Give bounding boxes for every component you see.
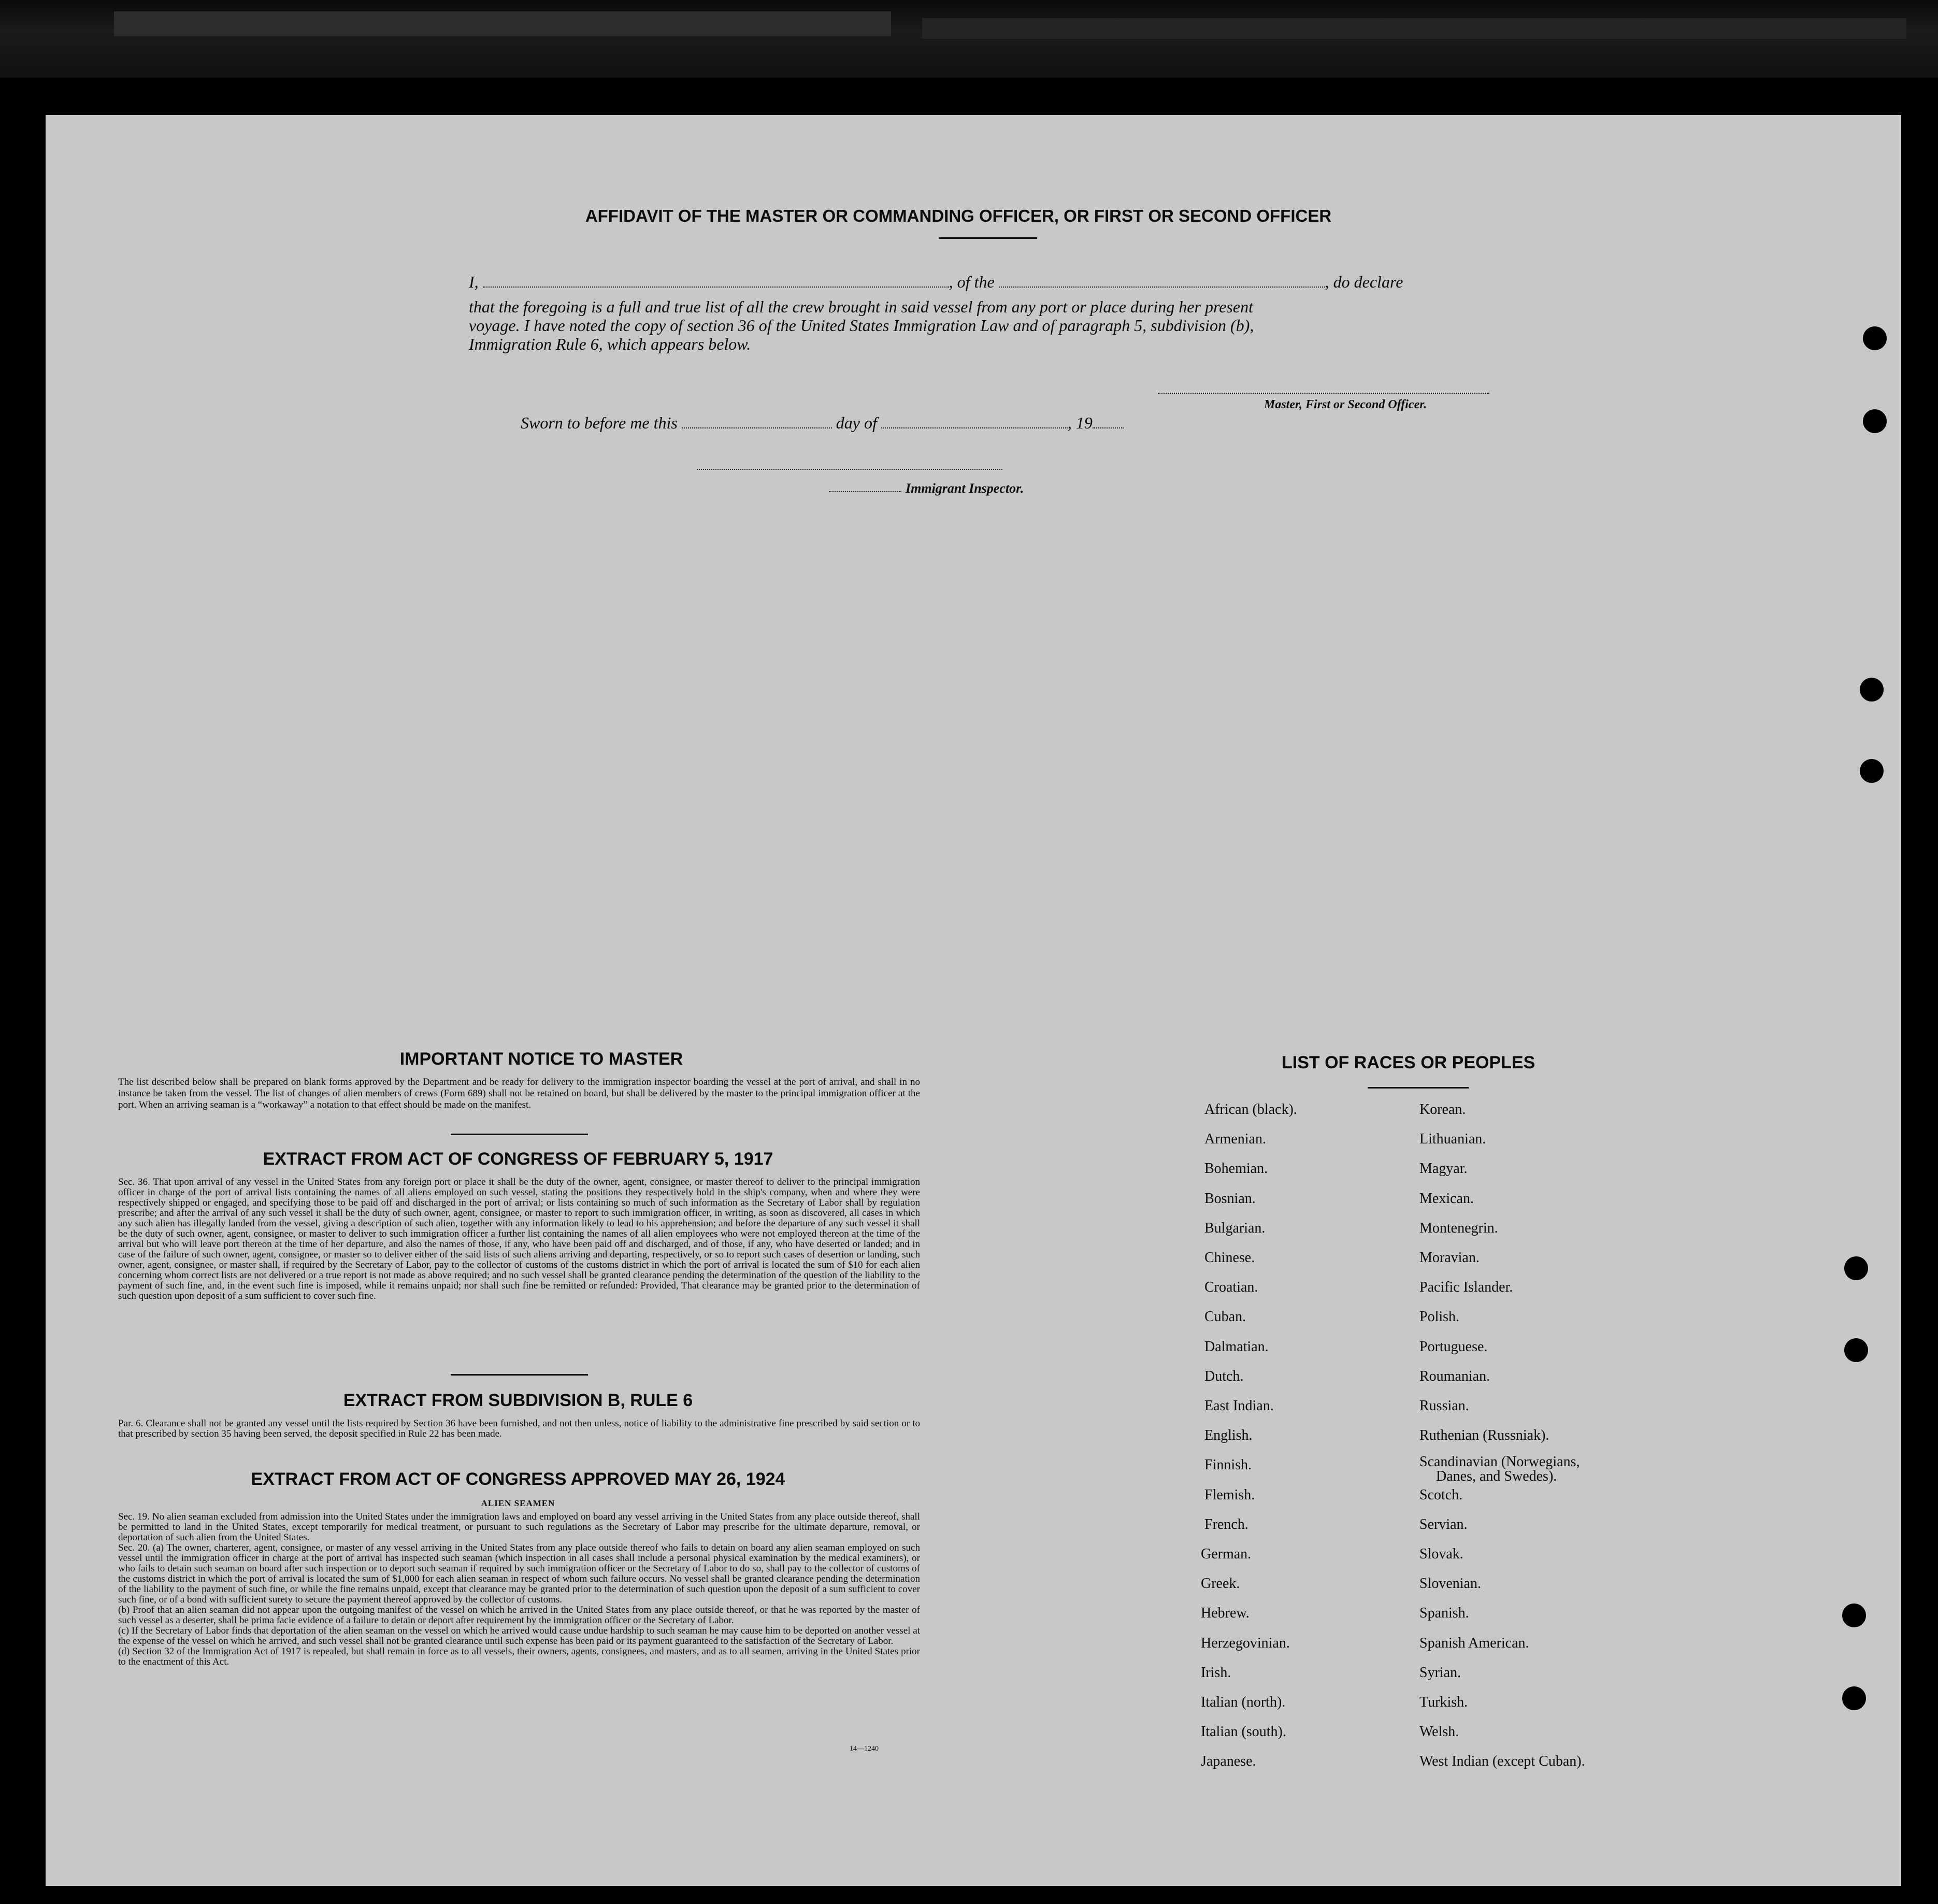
- notice-title: IMPORTANT NOTICE TO MASTER: [399, 1049, 683, 1069]
- race-item: Herzegovinian.: [1201, 1635, 1290, 1651]
- scan-artifact-strip: [114, 11, 891, 36]
- race-item: German.: [1201, 1546, 1252, 1562]
- extract-1917-title: EXTRACT FROM ACT OF CONGRESS OF FEBRUARY 5, 1917: [263, 1149, 773, 1169]
- master-signature-label: Master, First or Second Officer.: [1264, 398, 1427, 411]
- race-item-continuation: Danes, and Swedes).: [1436, 1468, 1557, 1485]
- race-item: Lithuanian.: [1419, 1131, 1486, 1148]
- race-item: Roumanian.: [1419, 1368, 1490, 1384]
- section-divider: [451, 1134, 588, 1135]
- race-item: Slovenian.: [1419, 1576, 1481, 1592]
- sec-19-text: Sec. 19. No alien seaman excluded from admission into the United States under the immigration laws and employed on board any vessel arriving in the United States from any place outside thereof, shall be permitted to land in the United States, except temporarily for medical treatment, or pursuant to such regulations as the Secretary of Labor may prescribe for the ultimate departure, removal, or deportation of such alien from the United States.: [118, 1511, 920, 1543]
- declarant-name-field[interactable]: [483, 287, 949, 288]
- sworn-line: [521, 413, 1124, 433]
- race-item: Bulgarian.: [1204, 1220, 1266, 1236]
- race-item: Turkish.: [1419, 1694, 1468, 1710]
- affidavit-line-1: [469, 273, 1403, 292]
- race-item: West Indian (except Cuban).: [1419, 1753, 1585, 1770]
- race-item: Polish.: [1419, 1309, 1460, 1325]
- race-item: Flemish.: [1204, 1486, 1255, 1503]
- race-item: Finnish.: [1204, 1457, 1252, 1473]
- race-item: Welsh.: [1419, 1724, 1459, 1740]
- sec-20c-text: (c) If the Secretary of Labor finds that deportation of the alien seaman on the vessel on which he arrived would cause undue hardship to such seaman he may cause him to be deported on another vessel at the expense of the vessel on which he arrived, and such vessel shall not be granted clearance until such expense has been paid or its payment guaranteed to the satisfaction of the Secretary of Labor.: [118, 1625, 920, 1647]
- race-item: Greek.: [1201, 1576, 1240, 1592]
- race-item: Syrian.: [1419, 1664, 1461, 1681]
- race-item: Irish.: [1201, 1664, 1231, 1681]
- punch-hole: [1842, 1604, 1866, 1627]
- punch-hole: [1842, 1686, 1866, 1710]
- race-item: Servian.: [1419, 1516, 1468, 1533]
- sec-20b-text: (b) Proof that an alien seaman did not appear upon the outgoing manifest of the vessel on which he arrived in the United States from any place outside thereof, or that he was reported by the master of such vessel as a deserter, shall be prima facie evidence of a failure to detain or deport after requirement by the immigration officer or the Secretary of Labor.: [118, 1605, 920, 1626]
- race-item: Spanish.: [1419, 1605, 1469, 1622]
- vessel-name-field[interactable]: [999, 287, 1325, 288]
- extract-1917-body: Sec. 36. That upon arrival of any vessel in the United States from any foreign port or place it shall be the duty of the owner, agent, consignee, or master thereof to deliver to the principal immigration officer in charge of the port of arrival lists containing the names of all aliens employed on such vessel, stating the positions they respectively hold in the ship's company, when and where they were respectively shipped or engaged, and specifying those to be paid off and discharged in the port of arrival; or lists containing so much of such information as the Secretary of Labor shall by regulation prescribe; and after the arrival of any such vessel it shall be the duty of such owner, agent, consignee, or master to report to such immigration officer, in writing, as soon as discovered, all cases in which any such alien has illegally landed from the vessel, giving a description of such alien, together with any information likely to lead to his apprehension; and before the departure of any such vessel it shall be the duty of such owner, agent, consignee, or master to deliver to such immigration officer a further list containing the names of all alien employees who were not employed thereon at the time of the arrival but who will leave port thereon at the time of her departure, and also the names of those, if any, who have been paid off and discharged, and of those, if any, who have deserted or landed; and in case of the failure of such owner, agent, consignee, or master so to deliver either of the said lists of such aliens arriving and departing, respectively, or so to report such cases of desertion or landing, such owner, agent, consignee, or master shall, if required by the Secretary of Labor, pay to the collector of customs of the customs district in which the port of arrival is located the sum of $10 for each alien concerning whom correct lists are not delivered or a true report is not made as above required; and no such vessel shall be granted clearance pending the determination of the question of the liability to the payment of such fine, and, in the event such fine is imposed, while it remains unpaid; nor shall such fine be remitted or refunded: Provided, That clearance may be granted prior to the determination of such question upon deposit of a sum sufficient to cover such fine.: [118, 1177, 920, 1301]
- punch-hole: [1844, 1256, 1868, 1280]
- notice-body: The list described below shall be prepared on blank forms approved by the Department and be ready for delivery to the immigration inspector boarding the vessel at the port of arrival, and shall in no instance be taken from the vessel. The list of changes of alien members of crews (Form 689) shall not be retained on board, but shall be delivered by the master to the principal immigration officer at the port. When an arriving seaman is a “workaway” a notation to that effect should be made on the manifest.: [118, 1077, 920, 1110]
- race-item: Japanese.: [1201, 1753, 1256, 1770]
- race-item: Bohemian.: [1204, 1161, 1268, 1177]
- race-item: Montenegrin.: [1419, 1220, 1498, 1236]
- race-item: Moravian.: [1419, 1250, 1480, 1266]
- scan-artifact-strip: [922, 18, 1906, 39]
- race-item: Pacific Islander.: [1419, 1279, 1513, 1296]
- race-item: Ruthenian (Russniak).: [1419, 1427, 1549, 1444]
- punch-hole: [1863, 326, 1887, 350]
- race-item: Spanish American.: [1419, 1635, 1529, 1651]
- race-item: Scandinavian (Norwegians,: [1419, 1454, 1580, 1470]
- affidavit-line-3: voyage. I have noted the copy of section 36 of the United States Immigration Law and of paragraph 5, subdivision (b),: [469, 316, 1254, 335]
- race-item: Armenian.: [1204, 1131, 1266, 1148]
- race-item: English.: [1204, 1427, 1253, 1444]
- race-item: Dalmatian.: [1204, 1338, 1269, 1355]
- form-number: 14—1240: [850, 1745, 879, 1753]
- races-title: LIST OF RACES OR PEOPLES: [1282, 1053, 1535, 1072]
- affidavit-line-2: that the foregoing is a full and true list of all the crew brought in said vessel from any port or place during her present: [469, 297, 1253, 316]
- master-signature-line[interactable]: [1158, 393, 1489, 394]
- extract-1924-title: EXTRACT FROM ACT OF CONGRESS APPROVED MAY 26, 1924: [251, 1469, 785, 1489]
- year-label: , 19: [1067, 413, 1093, 432]
- title-underline: [939, 237, 1037, 239]
- race-item: Mexican.: [1419, 1190, 1474, 1207]
- race-item: Slovak.: [1419, 1546, 1463, 1562]
- affidavit-line-4: Immigration Rule 6, which appears below.: [469, 335, 751, 353]
- race-item: Portuguese.: [1419, 1338, 1488, 1355]
- race-item: Russian.: [1419, 1398, 1469, 1414]
- sec-20d-text: (d) Section 32 of the Immigration Act of 1917 is repealed, but shall remain in force as to all vessels, their owners, agents, consignees, and masters, and as to all seamen, arriving in the United States prior to the enactment of this Act.: [118, 1646, 920, 1667]
- race-item: Croatian.: [1204, 1279, 1258, 1296]
- day-of-label: day of: [836, 413, 877, 432]
- section-divider: [451, 1374, 588, 1376]
- race-item: Magyar.: [1419, 1161, 1468, 1177]
- race-item: Cuban.: [1204, 1309, 1246, 1325]
- race-item: Italian (north).: [1201, 1694, 1286, 1710]
- subdivision-b-title: EXTRACT FROM SUBDIVISION B, RULE 6: [343, 1391, 693, 1410]
- sworn-day-field[interactable]: [682, 427, 832, 428]
- inspector-label: Immigrant Inspector.: [906, 481, 1024, 496]
- race-item: French.: [1204, 1516, 1248, 1533]
- alien-seamen-subtitle: ALIEN SEAMEN: [481, 1498, 555, 1508]
- extract-1924-body: [118, 1512, 920, 1667]
- races-underline: [1368, 1087, 1469, 1089]
- sworn-prefix: Sworn to before me this: [521, 413, 678, 432]
- race-item: Dutch.: [1204, 1368, 1244, 1384]
- race-item: African (black).: [1204, 1101, 1297, 1118]
- declarant-prefix: I,: [469, 273, 479, 291]
- sec-20a-text: Sec. 20. (a) The owner, charterer, agent, consignee, or master of any vessel arriving in the United States from any place outside thereof who fails to detain on board any alien seaman employed on such vessel until the immigration officer in charge at the port of arrival has inspected such seaman (which inspection in all cases shall include a personal physical examination by the medical examiners), or who fails to detain such seaman on board after such inspection or to deport such seaman if required by such immigration officer or the Secretary of Labor to do so, shall pay to the collector of customs of the customs district in which the port of arrival is located the sum of $1,000 for each alien seaman in respect of whom such failure occurs. No vessel shall be granted clearance pending the determination of the liability to the payment of such fine, or while the fine remains unpaid, except that clearance may be granted prior to the determination of such question upon the deposit of a sum sufficient to cover such fine, or of a bond with sufficient surety to secure the payment thereof approved by the collector of customs.: [118, 1542, 920, 1605]
- sworn-month-field[interactable]: [881, 427, 1068, 428]
- punch-hole: [1863, 409, 1887, 433]
- inspector-signature-line[interactable]: [697, 469, 1002, 470]
- race-item: Bosnian.: [1204, 1190, 1256, 1207]
- punch-hole: [1860, 678, 1884, 702]
- race-item: East Indian.: [1204, 1398, 1274, 1414]
- affidavit-title: AFFIDAVIT OF THE MASTER OR COMMANDING OFFICER, OR FIRST OR SECOND OFFICER: [585, 206, 1332, 225]
- of-the-label: , of the: [949, 273, 995, 291]
- punch-hole: [1844, 1338, 1868, 1362]
- sworn-year-field[interactable]: [1093, 427, 1124, 428]
- race-item: Italian (south).: [1201, 1724, 1286, 1740]
- race-item: Chinese.: [1204, 1250, 1255, 1266]
- punch-hole: [1860, 759, 1884, 783]
- race-item: Korean.: [1419, 1101, 1466, 1118]
- race-item: Hebrew.: [1201, 1605, 1250, 1622]
- race-item: Scotch.: [1419, 1486, 1463, 1503]
- do-declare-label: , do declare: [1325, 273, 1403, 291]
- scan-top-border: [0, 0, 1938, 78]
- inspector-dotted-lead: [829, 491, 901, 492]
- subdivision-b-body: Par. 6. Clearance shall not be granted any vessel until the lists required by Section 36 have been furnished, and not then unless, notice of liability to the administrative fine prescribed by said section or to that prescribed by section 35 having been served, the deposit specified in Rule 22 has been made.: [118, 1418, 920, 1439]
